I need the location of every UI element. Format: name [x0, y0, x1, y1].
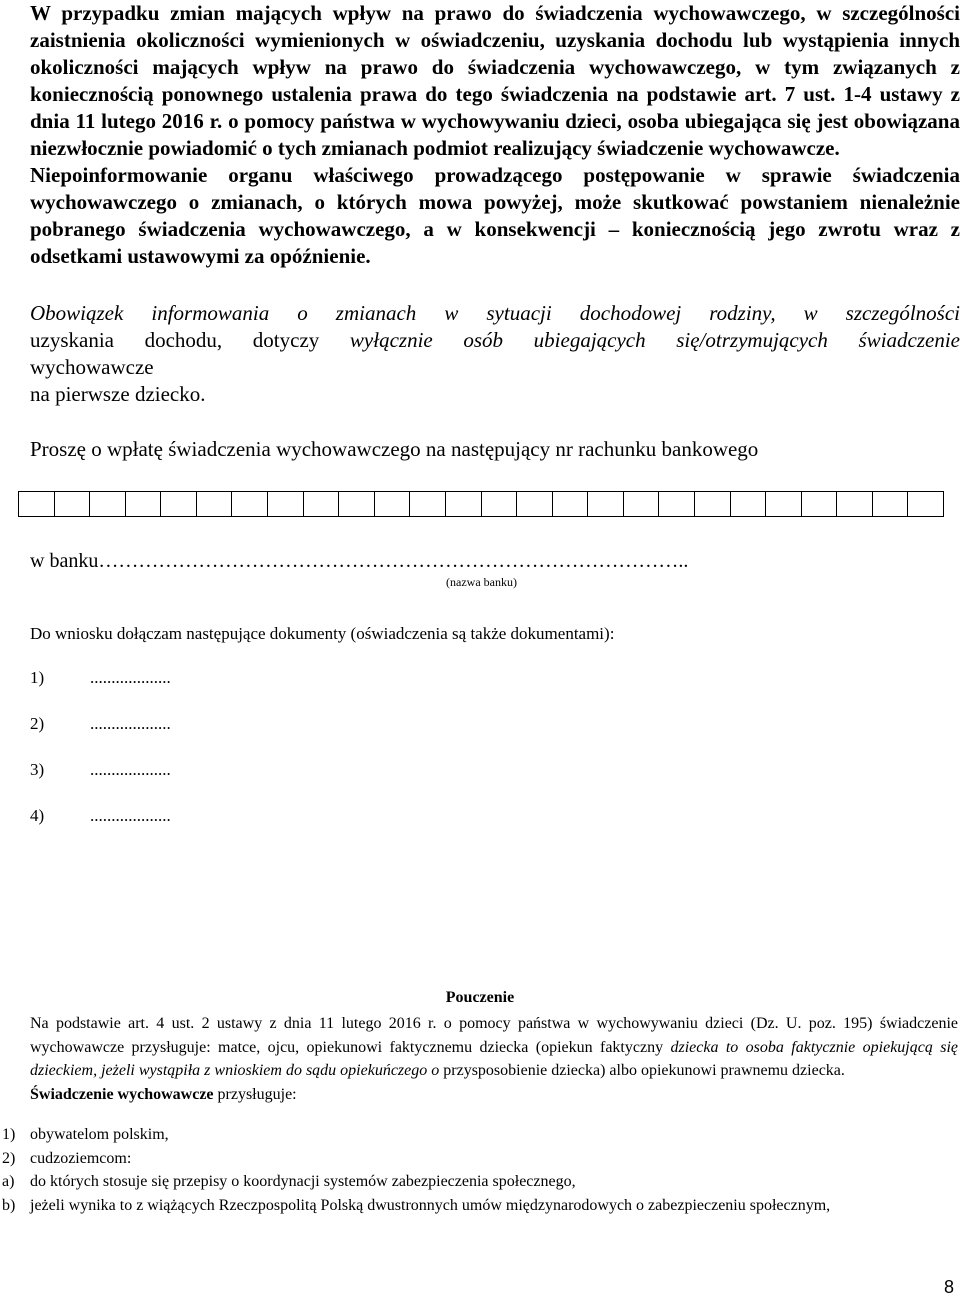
account-digit-cell[interactable] — [624, 492, 660, 516]
account-digit-cell[interactable] — [161, 492, 197, 516]
pouczenie-p1: Na podstawie art. 4 ust. 2 ustawy z dnia 11 lutego 2016 r. o pomocy państwa w wychowywaniu dzieci (Dz. U. poz. 195) świadczenie wychowawcze przysługuje: matce, ojcu, opiekunowi faktycznemu dziecka (opiekun faktyczny — [30, 1015, 958, 1056]
pouczenie-p2-rest: przysługuje: — [213, 1085, 297, 1103]
notice-paragraph-2: Niepoinformowanie organu właściwego prowadzącego postępowanie w sprawie świadczenia wychowawczego o zmianach, o których mowa powyżej, może skutkować powstaniem nienależnie pobranego świadczenia wychowawczego, a w konsekwencji – koniecznością jego zwrotu wraz z odsetkami ustawowymi za opóźnienie. — [30, 163, 960, 268]
account-digit-cell[interactable] — [446, 492, 482, 516]
account-request: Proszę o wpłatę świadczenia wychowawczego na następujący nr rachunku bankowego — [30, 437, 759, 461]
account-digit-cell[interactable] — [659, 492, 695, 516]
list-marker: b) — [2, 1196, 16, 1214]
account-digit-cell[interactable] — [19, 492, 55, 516]
document-item-number: 4) — [30, 806, 45, 825]
account-digit-cell[interactable] — [410, 492, 446, 516]
obligation-italic-2: wyłącznie osób ubiegających się/otrzymujących świadczenie — [349, 328, 960, 352]
pouczenie-p1-italic: dziecka to osoba faktycznie opiekującą się dzieckiem, jeżeli wystąpiła z wnioskiem do sądu opiekuńczego o — [30, 1038, 959, 1079]
change-notice — [30, 0, 960, 270]
account-digit-cell[interactable] — [695, 492, 731, 516]
account-digit-cell[interactable] — [517, 492, 553, 516]
account-digit-cell[interactable] — [375, 492, 411, 516]
list-marker: 2) — [2, 1149, 16, 1167]
obligation-italic: Obowiązek informowania o zmianach w sytuacji dochodowej rodziny, w szczególności — [30, 301, 960, 325]
list-item — [0, 1147, 958, 1171]
account-digit-cell[interactable] — [55, 492, 91, 516]
bank-caption: (nazwa banku) — [446, 575, 517, 589]
pouczenie-p1-end: przysposobienie dziecka) albo opiekunowi prawnemu dziecka. — [443, 1062, 845, 1079]
bank-dots: …………………………………………………………………………….. — [98, 550, 689, 572]
bank-name-line[interactable] — [30, 549, 688, 573]
obligation-line3: wychowawcze — [30, 355, 154, 379]
obligation-line4: na pierwsze dziecko. — [30, 382, 206, 406]
list-text: do których stosuje się przepisy o koordynacji systemów zabezpieczenia społecznego, — [30, 1173, 576, 1190]
list-item — [0, 1123, 958, 1147]
page-number: 8 — [943, 1277, 954, 1297]
list-item — [0, 1170, 958, 1194]
list-item — [0, 1194, 958, 1218]
account-digit-cell[interactable] — [908, 492, 943, 516]
account-digit-cell[interactable] — [837, 492, 873, 516]
pouczenie-title: Pouczenie — [445, 989, 515, 1006]
document-item-dots: ................... — [90, 760, 171, 779]
account-digit-cell[interactable] — [731, 492, 767, 516]
documents-intro: Do wniosku dołączam następujące dokumenty (oświadczenia są także dokumentami): — [30, 624, 615, 643]
document-item[interactable] — [30, 806, 171, 826]
account-digit-cell[interactable] — [268, 492, 304, 516]
account-digit-cell[interactable] — [588, 492, 624, 516]
document-item-number: 1) — [30, 668, 45, 687]
list-marker: 1) — [2, 1126, 16, 1143]
eligibility-list — [0, 1123, 958, 1217]
account-digit-cell[interactable] — [232, 492, 268, 516]
document-item[interactable] — [30, 760, 171, 780]
list-marker: a) — [2, 1173, 15, 1190]
account-digit-cell[interactable] — [197, 492, 233, 516]
bank-account-number-field[interactable] — [18, 491, 944, 517]
account-digit-cell[interactable] — [90, 492, 126, 516]
account-digit-cell[interactable] — [873, 492, 909, 516]
obligation-normal: uzyskania dochodu, dotyczy — [30, 328, 320, 352]
account-digit-cell[interactable] — [482, 492, 518, 516]
document-item-dots: ................... — [90, 668, 171, 687]
account-digit-cell[interactable] — [304, 492, 340, 516]
list-text: obywatelom polskim, — [30, 1126, 169, 1143]
document-item-dots: ................... — [90, 714, 171, 733]
bank-label: w banku — [30, 550, 99, 572]
list-text: jeżeli wynika to z wiążących Rzeczpospolitą Polską dwustronnych umów międzynarodowych o zabezpieczeniu społecznym, — [30, 1196, 831, 1214]
account-digit-cell[interactable] — [766, 492, 802, 516]
account-digit-cell[interactable] — [339, 492, 375, 516]
obligation-notice — [30, 300, 960, 408]
document-item-number: 3) — [30, 760, 45, 779]
account-digit-cell[interactable] — [126, 492, 162, 516]
document-item[interactable] — [30, 714, 171, 734]
account-digit-cell[interactable] — [802, 492, 838, 516]
document-item[interactable] — [30, 668, 171, 688]
account-digit-cell[interactable] — [553, 492, 589, 516]
pouczenie-body — [30, 1012, 958, 1106]
list-text: cudzoziemcom: — [30, 1149, 132, 1167]
pouczenie-p2-bold: Świadczenie wychowawcze — [30, 1085, 214, 1103]
document-item-dots: ................... — [90, 806, 171, 825]
document-item-number: 2) — [30, 714, 45, 733]
notice-paragraph: W przypadku zmian mających wpływ na prawo do świadczenia wychowawczego, w szczególności zaistnienia okoliczności wymienionych w oświadczeniu, uzyskania dochodu lub wystąpienia innych okoliczności mających wpływ na prawo do świadczenia wychowawczego, w tym związanych z koniecznością ponownego ustalenia prawa do tego świadczenia na podstawie art. 7 ust. 1-4 ustawy z dnia 11 lutego 2016 r. o pomocy państwa w wychowywaniu dzieci, osoba ubiegająca się jest obowiązana niezwłocznie powiadomić o tych zmianach podmiot realizujący świadczenie wychowawcze. — [30, 1, 960, 160]
